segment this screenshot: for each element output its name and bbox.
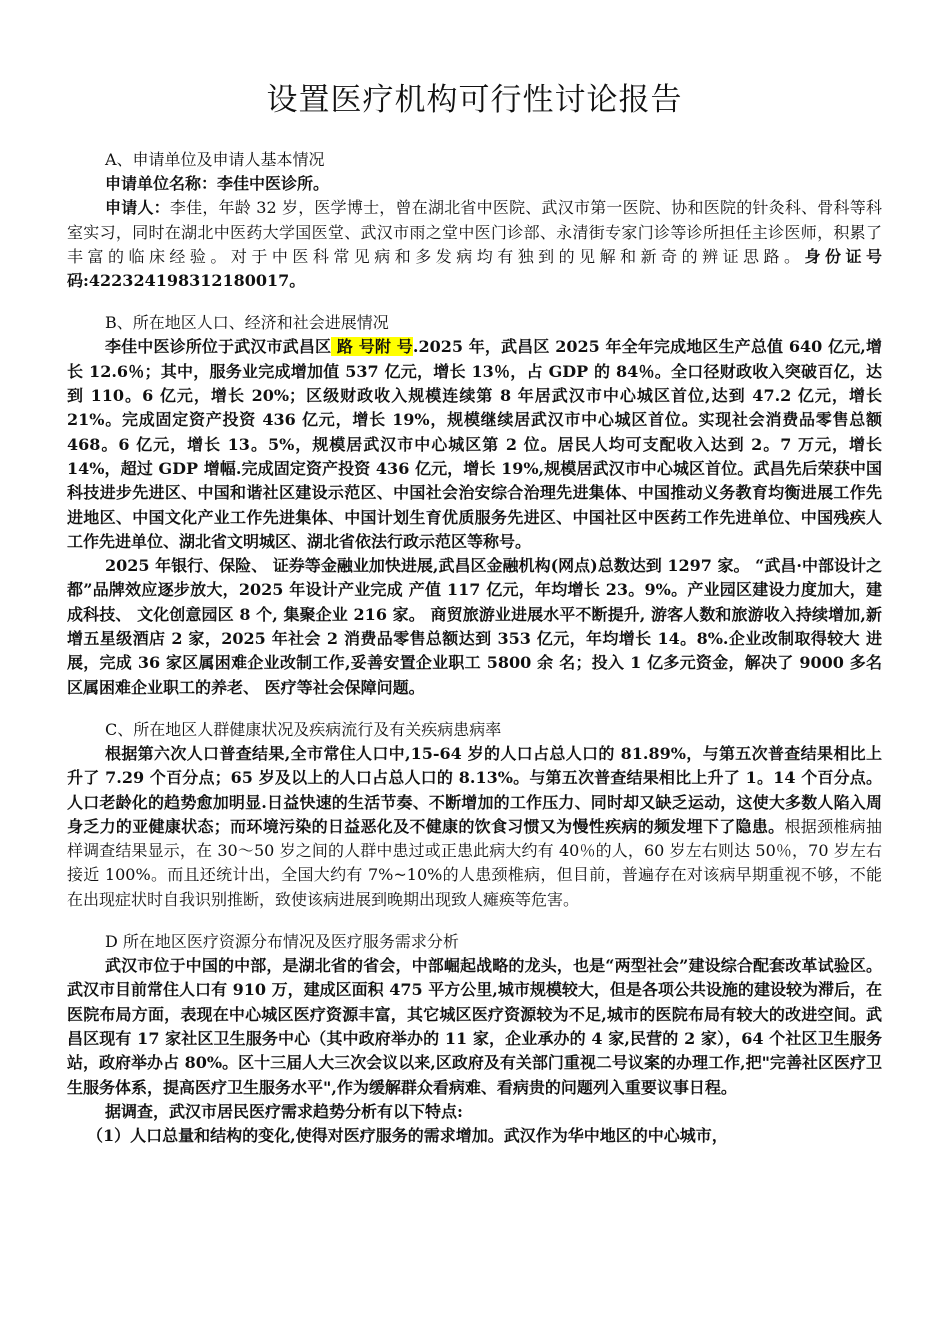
- section-b-heading: B、所在地区人口、经济和社会进展情况: [105, 313, 389, 333]
- org-value: 李佳中医诊所。: [217, 174, 330, 193]
- page-title: 设置医疗机构可行性讨论报告: [266, 82, 683, 118]
- section-d-paragraph-2: 据调查，武汉市居民医疗需求趋势分析有以下特点:: [105, 1101, 463, 1121]
- section-a-heading: A、申请单位及申请人基本情况: [105, 150, 325, 169]
- id-number: 身份证号码:422324198312180017。: [67, 246, 882, 291]
- cervical-text: 根据颈椎病抽样调查结果显示，在 30～50 岁之间的人群中患过或正患此病大约有 40％的人，60 岁左右则达 50％，70 岁左右接近 100%。而且还统计出，全国大约有 7%~10%的人患颈椎病，但目前，普遍存在对该病早期重视不够，不能在出现症状时自我识别推断，致使该病进展到晚期出现致人瘫痪等危害。: [67, 816, 882, 909]
- section-c-paragraph: [67, 742, 882, 912]
- list-item: （1）人口总量和结构的变化,使得对医疗服务的需求增加。武汉作为华中地区的中心城市，: [87, 1126, 728, 1146]
- address-prefix: 李佳中医诊所位于武汉市武昌区: [105, 337, 332, 357]
- census-text: 根据第六次人口普查结果,全市常住人口中,15-64 岁的人口占总人口的 81.89%，与第五次普查结果相比上升了 7.29 个百分点；65 岁及以上的人口占总人口的 8.13%。与第五次普查结果相比上升了 1。14 个百分点。人口老龄化的趋势愈加明显.日益快速的生活节奏、不断增加的工作压力、同时却又缺乏运动，这使大多数人陷入周身乏力的亚健康状态；而环境污染的日益恶化及不健康的饮食习惯又为慢性疾病的频发埋下了隐患。: [67, 743, 882, 836]
- section-d-heading: D 所在地区医疗资源分布情况及医疗服务需求分析: [105, 932, 459, 952]
- applicant-text: 李佳，年龄 32 岁，医学博士，曾在湖北省中医院、武汉市第一医院、协和医院的针灸科、骨科等科室实习，同时在湖北中医药大学国医堂、武汉市雨之堂中医门诊部、永清街专家门诊等诊所担任主诊医师，积累了丰富的临床经验。对于中医科常见病和多发病均有独到的见解和新奇的辨证思路。: [67, 198, 882, 266]
- address-highlight: 路 号附 号: [331, 337, 413, 357]
- document-page: [67, 0, 882, 1148]
- org-name-line: [67, 172, 882, 196]
- section-d-paragraph-1: 武汉市位于中国的中部，是湖北省的省会，中部崛起战略的龙头，也是“两型社会”建设综合配套改革试验区。武汉市目前常住人口有 910 万，建成区面积 475 平方公里,城市规模较大，但是各项公共设施的建设较为滞后，在医院布局方面，表现在中心城区医疗资源丰富，其它城区医疗资源较为不足,城市的医院布局有较大的改进空间。武昌区现有 17 家社区卫生服务中心（其中政府举办的 11 家，企业承办的 4 家,民营的 2 家），64 个社区卫生服务站，政府举办占 80%。区十三届人大三次会议以来,区政府及有关部门重视二号议案的办理工作,把"完善社区医疗卫生服务体系，提高医疗卫生服务水平",作为缓解群众看病难、看病贵的问题列入重要议事日程。: [67, 956, 882, 1097]
- section-c-heading: C、所在地区人群健康状况及疾病流行及有关疾病患病率: [105, 719, 502, 739]
- section-b-paragraph-2: 2025 年银行、保险、 证券等金融业加快进展,武昌区金融机构(网点)总数达到 1297 家。 “武昌·中部设计之都”品牌效应逐步放大，2025 年设计产业完成 产值 117 亿元，年均增长 23。9%。产业园区建设力度加大，建成科技、 文化创意园区 8 个, 集聚企业 216 家。 商贸旅游业进展水平不断提升, 游客人数和旅游收入持续增加,新增五星级酒店 2 家，2025 年社会 2 消费品零售总额达到 353 亿元，年均增长 14。8%.企业改制取得较大 进展，完成 36 家区属困难企业改制工作,妥善安置企业职工 5800 余 名；投入 1 亿多元资金，解决了 9000 多名区属困难企业职工的养老、 医疗等社会保障问题。: [67, 556, 882, 697]
- org-label: 申请单位名称：: [105, 174, 218, 193]
- section-b-paragraph-1: [67, 335, 882, 554]
- applicant-paragraph: [67, 196, 882, 293]
- economy-text: .2025 年，武昌区 2025 年全年完成地区生产总值 640 亿元,增长 12.6％；其中，服务业完成增加值 537 亿元，增长 13％，占 GDP 的 84％。全口径财政收入突破百亿，达到 110。6 亿元，增长 20%；区级财政收入规模连续第 8 年居武汉市中心城区首位,达到 47.2 亿元，增长 21%。完成固定资产投资 436 亿元，增长 19%，规模继续居武汉市中心城区首位。实现社会消费品零售总额 468。6 亿元，增长 13。5%，规模居武汉市中心城区第 2 位。居民人均可支配收入达到 2。7 万元，增长 14%，超过 GDP 增幅.完成固定资产投资 436 亿元，增长 19%,规模居武汉市中心城区首位。武昌先后荣获中国科技进步先进区、中国和谐社区建设示范区、中国社会治安综合治理先进集体、中国推动义务教育均衡进展工作先进地区、中国文化产业工作先进集体、中国计划生育优质服务先进区、中国社区中医药工作先进单位、中国残疾人工作先进单位、湖北省文明城区、湖北省依法行政示范区等称号。: [67, 337, 882, 551]
- applicant-label: 申请人：: [105, 198, 170, 218]
